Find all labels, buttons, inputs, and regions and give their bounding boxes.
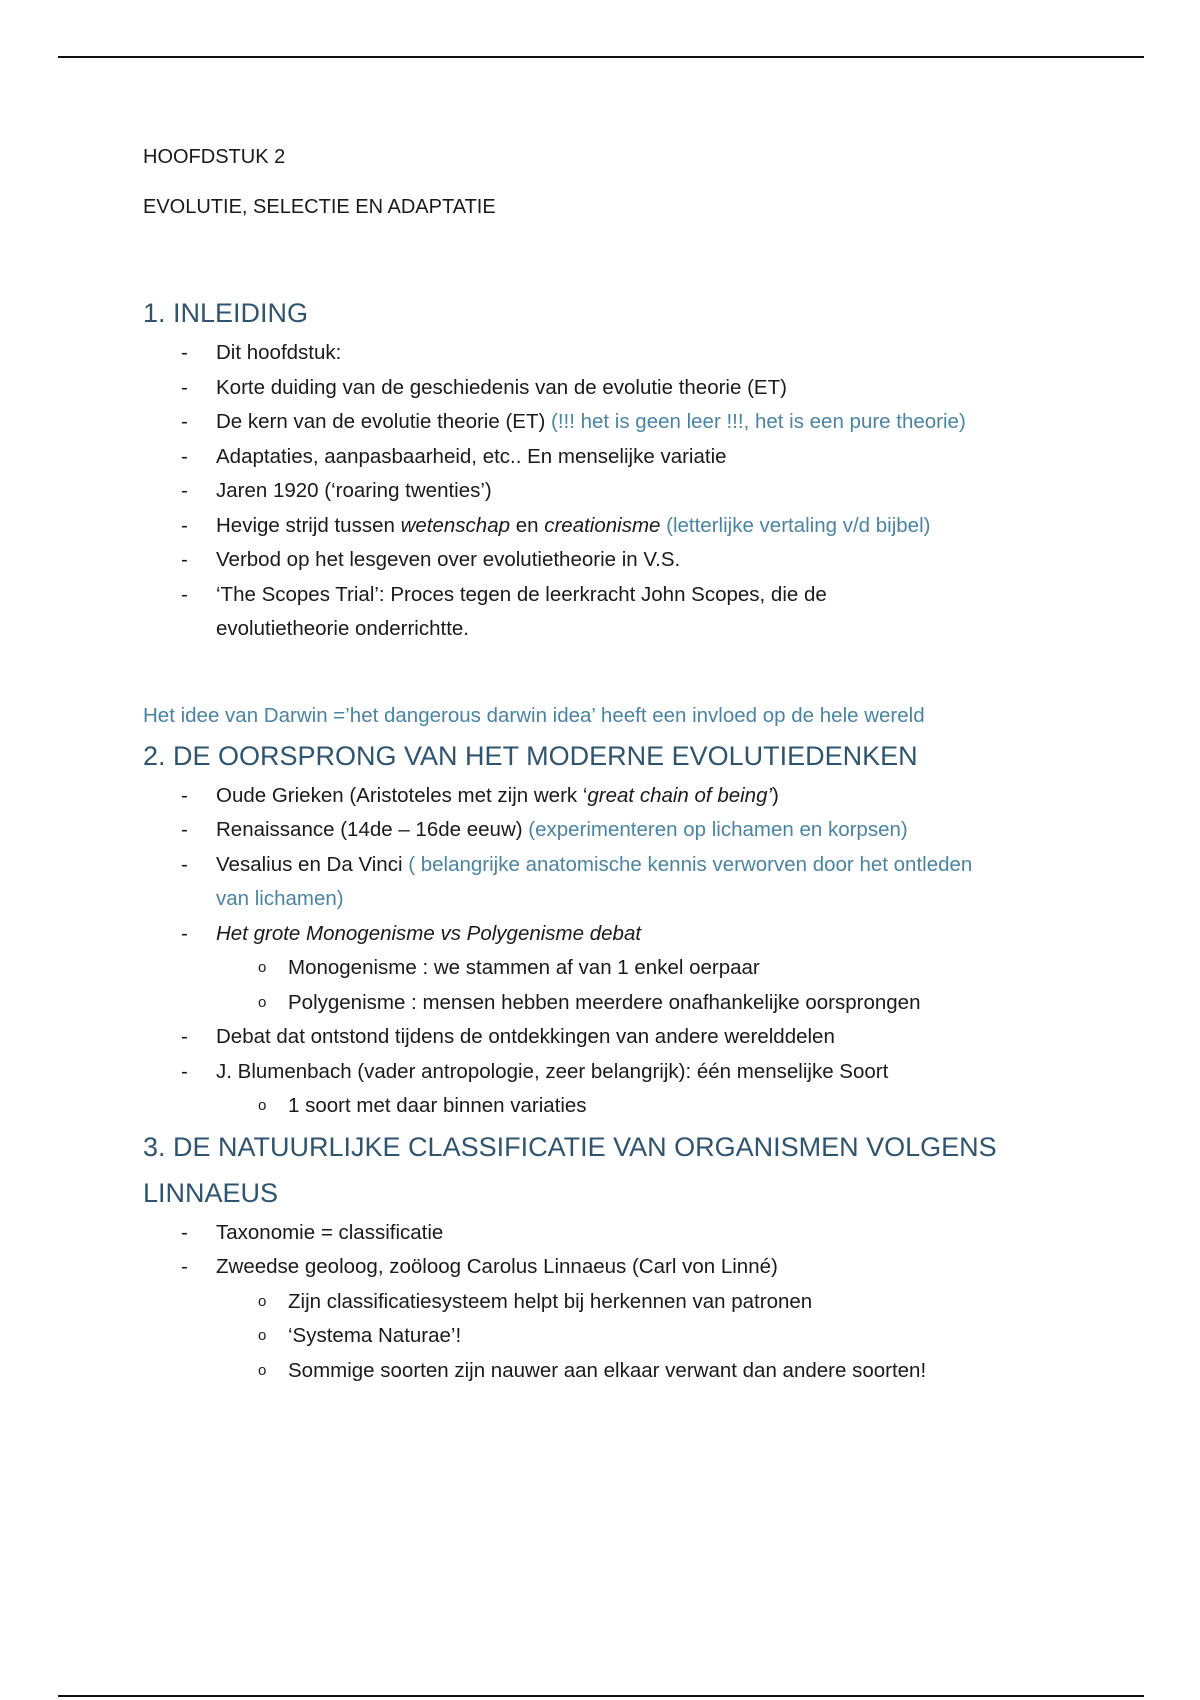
dash-bullet: - — [181, 582, 188, 606]
item-accent-note: (letterlijke vertaling v/d bijbel) — [660, 513, 931, 537]
list-item — [143, 578, 1103, 647]
sub-list-item — [143, 1089, 1103, 1124]
section-3-heading: 3. DE NATUURLIJKE CLASSIFICATIE VAN ORGANISMEN VOLGENS LINNAEUS — [143, 1131, 997, 1208]
dash-bullet: - — [181, 548, 188, 571]
sub-item-text: Monogenisme : we stammen af van 1 enkel oerpaar — [288, 956, 760, 979]
circle-bullet: o — [258, 959, 267, 976]
list-item — [143, 917, 1103, 1021]
sub-item-text: 1 soort met daar binnen variaties — [288, 1094, 587, 1117]
item-text: Hevige strijd tussen — [216, 513, 401, 537]
debate-sublist — [143, 951, 1103, 1020]
sub-list-item — [143, 986, 1103, 1021]
item-accent-note: ( belangrijke anatomische kennis verworven door het ontleden van lichamen) — [216, 852, 973, 910]
list-item — [143, 440, 1103, 475]
list-item — [143, 405, 1103, 440]
item-text: Debat dat ontstond tijdens de ontdekkingen van andere werelddelen — [216, 1025, 835, 1048]
item-text: Jaren 1920 (‘roaring twenties’) — [216, 479, 492, 502]
sub-item-text: ‘Systema Naturae’! — [288, 1324, 462, 1347]
sub-list-item — [143, 951, 1103, 986]
dash-bullet: - — [181, 783, 188, 807]
dash-bullet: - — [181, 1220, 188, 1244]
dash-bullet: - — [181, 341, 188, 364]
item-accent-note: (experimenteren op lichamen en korpsen) — [528, 818, 908, 841]
top-rule — [58, 56, 1144, 58]
circle-bullet: o — [258, 1292, 267, 1310]
list-item — [143, 336, 1103, 371]
item-text: en — [510, 513, 545, 537]
item-text: Taxonomie = classificatie — [216, 1220, 444, 1244]
dash-bullet: - — [181, 375, 188, 399]
dash-bullet: - — [181, 1025, 188, 1048]
item-italic-term: great chain of being’ — [587, 783, 773, 807]
dash-bullet: - — [181, 479, 188, 502]
item-text: Vesalius en Da Vinci — [216, 852, 409, 876]
dash-bullet: - — [181, 1255, 188, 1278]
circle-bullet: o — [258, 993, 267, 1011]
item-text: Zweedse geoloog, zoöloog Carolus Linnaeus (Carl von Linné) — [216, 1255, 778, 1278]
dash-bullet: - — [181, 444, 188, 468]
item-text: Oude Grieken (Aristoteles met zijn werk ‘ — [216, 783, 588, 807]
item-text: J. Blumenbach (vader antropologie, zeer belangrijk): één menselijke Soort — [216, 1059, 889, 1083]
section-2-heading: 2. DE OORSPRONG VAN HET MODERNE EVOLUTIEDENKEN — [143, 740, 918, 771]
linnaeus-sublist — [143, 1285, 1103, 1389]
sub-list-item — [143, 1354, 1103, 1389]
dash-bullet: - — [181, 852, 188, 876]
item-text: Korte duiding van de geschiedenis van de evolutie theorie (ET) — [216, 375, 787, 399]
item-italic-text: Het grote Monogenisme vs Polygenisme debat — [216, 921, 642, 945]
dash-bullet: - — [181, 410, 188, 433]
list-item — [143, 543, 1103, 578]
item-text: ‘The Scopes Trial’: Proces tegen de leerkracht John Scopes, die de evolutietheorie onderrichtte. — [216, 582, 827, 640]
list-item — [143, 1250, 1103, 1388]
dash-bullet: - — [181, 921, 188, 945]
list-item — [143, 474, 1103, 509]
dash-bullet: - — [181, 1059, 188, 1083]
list-item — [143, 813, 1103, 848]
dash-bullet: - — [181, 818, 188, 841]
document-subtitle: EVOLUTIE, SELECTIE EN ADAPTATIE — [143, 196, 496, 218]
dash-bullet: - — [181, 513, 188, 537]
list-item — [143, 1020, 1103, 1055]
list-item — [143, 779, 1103, 814]
item-text: Dit hoofdstuk: — [216, 341, 342, 364]
item-wrap — [216, 848, 996, 917]
document-body — [143, 142, 1103, 1388]
section-1-list — [143, 336, 1103, 647]
section-3-list — [143, 1216, 1103, 1389]
list-item — [143, 509, 1103, 544]
section-2-list — [143, 779, 1103, 1124]
item-accent-note: (!!! het is geen leer !!!, het is een pure theorie) — [551, 410, 966, 433]
list-item — [143, 371, 1103, 406]
sub-list-item — [143, 1285, 1103, 1320]
list-item — [143, 1216, 1103, 1251]
list-item — [143, 1055, 1103, 1124]
chapter-title: HOOFDSTUK 2 — [143, 146, 286, 168]
section-1-heading: 1. INLEIDING — [143, 298, 309, 328]
circle-bullet: o — [258, 1361, 267, 1379]
circle-bullet: o — [258, 1327, 267, 1344]
item-text: ) — [772, 783, 779, 807]
darwin-note: Het idee van Darwin =’het dangerous darwin idea’ heeft een invloed op de hele wereld — [143, 703, 925, 727]
blumenbach-sublist — [143, 1089, 1103, 1124]
item-text: Verbod op het lesgeven over evolutietheorie in V.S. — [216, 548, 681, 571]
item-italic-term: wetenschap — [400, 513, 511, 537]
list-item — [143, 848, 1103, 917]
item-italic-term: creationisme — [544, 513, 661, 537]
item-text: Renaissance (14de – 16de eeuw) — [216, 818, 529, 841]
sub-item-text: Sommige soorten zijn nauwer aan elkaar verwant dan andere soorten! — [288, 1358, 927, 1382]
sub-item-text: Zijn classificatiesysteem helpt bij herkennen van patronen — [288, 1289, 813, 1313]
sub-list-item — [143, 1319, 1103, 1354]
item-text: Adaptaties, aanpasbaarheid, etc.. En menselijke variatie — [216, 444, 727, 468]
item-text: De kern van de evolutie theorie (ET) — [216, 410, 551, 433]
circle-bullet: o — [258, 1097, 267, 1114]
bottom-rule — [58, 1695, 1144, 1697]
sub-item-text: Polygenisme : mensen hebben meerdere onafhankelijke oorsprongen — [288, 990, 921, 1014]
